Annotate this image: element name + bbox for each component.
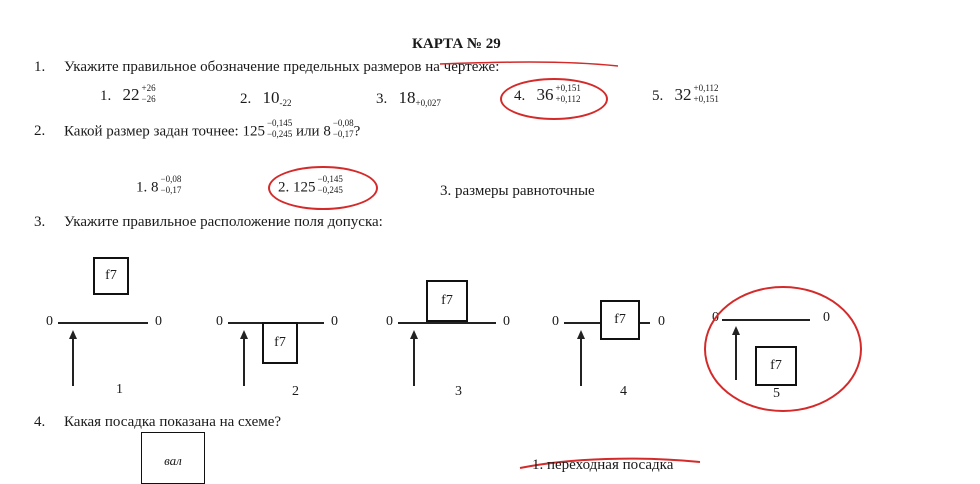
tolerance-box: f7	[755, 346, 797, 386]
tolerance	[694, 83, 719, 105]
diagram-number: 2	[292, 384, 299, 399]
option-base: 22	[122, 85, 140, 104]
option-number: 3.	[376, 91, 388, 107]
q1-number: 1.	[34, 59, 46, 75]
arrow-shaft	[243, 338, 245, 386]
deviation: +0,027	[415, 98, 441, 108]
zero-line	[58, 322, 148, 324]
zero-label-left: 0	[712, 310, 719, 325]
deviation: -22	[279, 98, 292, 108]
upper-deviation: −0,145	[266, 118, 293, 128]
option-number: 1.	[100, 88, 112, 104]
q1-option-1[interactable]	[100, 82, 156, 108]
answer-mark-q3	[704, 286, 862, 412]
answer-mark-q1	[500, 78, 608, 120]
zero-label-right: 0	[503, 314, 510, 329]
tolerance	[161, 174, 182, 196]
lower-deviation: −0,17	[332, 129, 354, 139]
tolerance-box: f7	[262, 322, 298, 364]
q4-text: Какая посадка показана на схеме?	[64, 414, 282, 430]
q1-option-3[interactable]	[376, 88, 441, 108]
q4-option-1[interactable]: 1. переходная посадка	[532, 457, 674, 473]
lower-deviation: −26	[141, 93, 156, 104]
q2-text	[64, 118, 361, 143]
arrow-shaft	[413, 338, 415, 386]
q2-text-a: Какой размер задан точнее: 125	[64, 123, 265, 140]
diagram-number: 3	[455, 384, 462, 399]
upper-deviation: +0,112	[693, 82, 719, 93]
option-base: 32	[674, 85, 692, 104]
option-number: 4.	[514, 88, 526, 104]
zero-line	[398, 322, 496, 324]
option-base: 36	[536, 85, 554, 104]
lower-deviation: −0,17	[160, 185, 182, 195]
upper-deviation: −0,08	[160, 174, 182, 184]
q1-option-5[interactable]	[652, 82, 719, 108]
diagram-number: 4	[620, 384, 627, 399]
q2-number: 2.	[34, 123, 46, 139]
tolerance	[142, 83, 156, 105]
zero-label-left: 0	[46, 314, 53, 329]
upper-deviation: −0,08	[332, 118, 354, 128]
tolerance	[333, 118, 354, 140]
arrow-head	[240, 330, 248, 339]
option-label: 2. 125	[278, 179, 316, 196]
arrow-shaft	[580, 338, 582, 386]
diagram-number: 5	[773, 386, 780, 401]
lower-deviation: +0,112	[555, 93, 581, 104]
zero-label-right: 0	[658, 314, 665, 329]
upper-deviation: −0,145	[317, 174, 343, 184]
zero-label-left: 0	[216, 314, 223, 329]
option-base: 18	[398, 88, 416, 107]
tolerance-box: f7	[426, 280, 468, 322]
q2-text-end: ?	[353, 123, 361, 140]
q1-text: Укажите правильное обозначение предельных размеров на чертеже:	[64, 59, 500, 75]
q3-text: Укажите правильное расположение поля допуска:	[64, 214, 383, 230]
option-base: 10	[262, 88, 280, 107]
card-title: КАРТА № 29	[412, 36, 501, 52]
option-number: 2.	[240, 91, 252, 107]
arrow-head	[577, 330, 585, 339]
lower-deviation: +0,151	[693, 93, 719, 104]
q2-option-3[interactable]: 3. размеры равноточные	[440, 183, 595, 199]
q2-option-1[interactable]	[136, 174, 182, 199]
option-number: 5.	[652, 88, 664, 104]
diagram-number: 1	[116, 382, 123, 397]
q4-number: 4.	[34, 414, 46, 430]
answer-mark-q2	[268, 166, 378, 210]
arrow-head	[69, 330, 77, 339]
zero-label-right: 0	[331, 314, 338, 329]
tolerance	[267, 118, 292, 140]
option-label: 1. 8	[136, 179, 159, 196]
zero-label-right: 0	[823, 310, 830, 325]
zero-label-left: 0	[552, 314, 559, 329]
q2-text-b: или 8	[296, 123, 331, 140]
upper-deviation: +26	[141, 82, 156, 93]
lower-deviation: −0,245	[317, 185, 343, 195]
zero-label-left: 0	[386, 314, 393, 329]
arrow-head	[410, 330, 418, 339]
zero-label-right: 0	[155, 314, 162, 329]
lower-deviation: −0,245	[266, 129, 293, 139]
shaft-box: вал	[141, 432, 205, 484]
q3-number: 3.	[34, 214, 46, 230]
upper-deviation: +0,151	[555, 82, 581, 93]
q1-option-2[interactable]	[240, 88, 292, 108]
arrow-shaft	[72, 338, 74, 386]
tolerance-box: f7	[600, 300, 640, 340]
tolerance-box: f7	[93, 257, 129, 295]
